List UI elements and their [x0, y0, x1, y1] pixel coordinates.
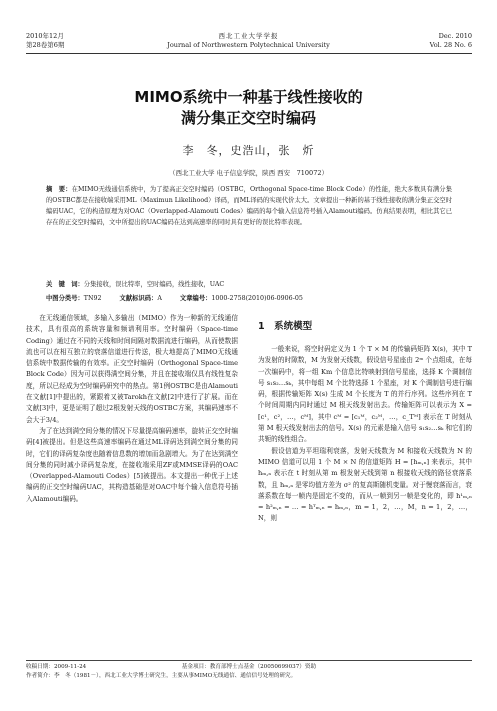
model-paragraph-2: 假设信道为平坦瑞利衰落，发射天线数为 M 和接收天线数为 N 的 MIMO 信道可以用 1 个 M × N 的信道矩阵 H = [hₘ,ₙ] 来表示，其中 hₘ,ₙ 表示在 t 时刻从第 m 根发射天线到第 n 根接收天线的路径衰落系数，且 hₘ,ₙ 是零均值方差为 σ² 的复高斯随机变量。对于慢衰落而言，衰落系数在每一帧内是固定不变的，而从一帧到另一帧是变化的，即 h¹ₘ,ₙ = h²ₘ,ₙ = … = hᵀₘ,ₙ = hₘ,ₙ，m = 1，2，…，M，n = 1，2，…，N，则 [258, 446, 472, 523]
paper-title-line2: 满分集正交空时编码 [180, 109, 316, 127]
intro-paragraph-1: 在无线通信领域，多输入多输出（MIMO）作为一种新的无线通信技术，具有很高的系统容量和频谱利用率。空时编码（Space-time Coding）通过在不同的天线和时间间隔对数据流进行编码，从而使数据流也可以在相互独立的衰落信道进行传送，极大地提高了MIMO无线通信系统中数据传输的有效率。正交空时编码（Orthogonal Space-time Block Code）因为可以获得满空间分集，并且在接收端仅具有线性复杂度，所以已经成为空时编码研究中的热点。第1例OSTBC是由Alamouti在文献[1]中提出的，紧跟着又被Tarokh在文献[2]中进行了扩展。而在文献[3]中，更是证明了超过2根发射天线的OSTBC方案，其编码速率不会大于3/4。 [26, 314, 238, 424]
model-paragraph-1: 一般来说，将空时码定义为 1 个 T × M 的传输码矩阵 X(s)，其中 T 为发射的时隙数，M 为发射天线数，假设信号星座由 2ᵐ 个点组成，在每一次编码中，将一组 Km 个信息比特映射到信号星座，选择 K 个调制信号 s₁s₂…sₖ，其中每组 M 个比特选择 1 个星座，对 K 个调制信号进行编码，根据传输矩阵 X(s) 生成 M 个长度为 T 的并行序列。这些序列在 T 个时间周期内同时通过 M 根天线发射出去。传输矩阵可以表示为 X = [c¹，c²，…，cᴹ]，其中 cᴹ = [c₁ᴹ，c₂ᴹ，…，c_Tᴹ] 表示在 T 时刻从第 M 根天线发射出去的信号。X(s) 的元素是输入信号 s₁s₂…sₖ 和它们的共轭的线性组合。 [258, 345, 472, 444]
header-volume-en: Vol. 28 No. 6 [429, 41, 472, 49]
left-column [26, 313, 238, 505]
abstract-label: 摘 要： [46, 186, 72, 193]
affiliation: （西北工业大学 电子信息学院，陕西 西安 710072） [169, 169, 328, 177]
clc-label: 中图分类号： [46, 295, 84, 302]
classification-line [46, 293, 452, 304]
keywords [46, 279, 452, 290]
keywords-text: 分集接收，误比特率，空时编码，线性接收，UAC [83, 281, 225, 288]
journal-name-cn: 西北工业大学学报 [218, 32, 279, 40]
right-column [258, 344, 472, 525]
footnotes [26, 663, 472, 681]
journal-name-en: Journal of Northwestern Polytechnical University [167, 41, 330, 49]
intro-paragraph-2: 为了在达到满空间分集的情况下尽量提高编码速率，旋转正交空时编码[4]被提出。但是这些高速率编码在通过ML译码达到满空间分集的同时，它们的译码复杂度也随着信息数的增加而急剧增大。为了在达到满空间分集的同时减小译码复杂度，在接收端采用ZF或MMSE译码的OAC（Overlapped-Alamouti Codes）[5]被提出。本文提出一种优于上述编码的正交空时编码UAC，其构造基础是对OAC中每个输入信息符号插入Alamouti编码。 [26, 426, 238, 503]
authors: 李 冬，史浩山，张 炘 [182, 144, 315, 157]
header-left [26, 32, 64, 50]
abstract-text: 在MIMO无线通信系统中，为了提高正交空时编码（OSTBC，Orthogonal Space-time Block Code）的性能，绝大多数具有满分集的OSTBC都是在接收端采用ML（Maximun Likelihood）译码，而ML译码的实现代价太大。文章提出一种新的基于线性接收的满分集正交空时编码UAC，它的构造原理为对OAC（Overlapped-Alamouti Codes）编码的每个输入信息符号插入Alamouti编码。仿真结果表明，相比其它已存在的正交空时编码，文中所提出的UAC编码在达到高速率的同时具有更好的误比特率表现。 [46, 186, 452, 226]
section-heading: 1 系统模型 [258, 321, 313, 332]
header-right [380, 32, 472, 50]
header-date-en: Dec. 2010 [438, 32, 472, 40]
article-no-label: 文章编号： [179, 295, 212, 302]
header-center [130, 32, 367, 50]
header-date: 2010年12月 [26, 32, 64, 40]
footnote-rule [26, 660, 472, 661]
header-rule [26, 53, 472, 54]
clc-value: TN92 [83, 295, 102, 302]
fund-info: 基金项目：教育部博士点基金（20050699037）资助 [181, 664, 317, 670]
author-bio: 作者简介：李 冬（1981－），西北工业大学博士研究生，主要从事MIMO无线通信、通信信号处理的研究。 [26, 673, 297, 679]
keywords-label: 关 键 词： [46, 281, 84, 288]
received-date: 收稿日期：2009-11-24 [26, 664, 87, 670]
doc-code-value: A [157, 295, 162, 302]
article-no-value: 1000-2758(2010)06-0906-05 [211, 295, 303, 302]
abstract [46, 184, 452, 228]
header-volume: 第28卷第6期 [26, 41, 65, 49]
paper-title-line1: MIMO系统中一种基于线性接收的 [134, 88, 363, 106]
doc-code-label: 文献标识码： [119, 295, 158, 302]
